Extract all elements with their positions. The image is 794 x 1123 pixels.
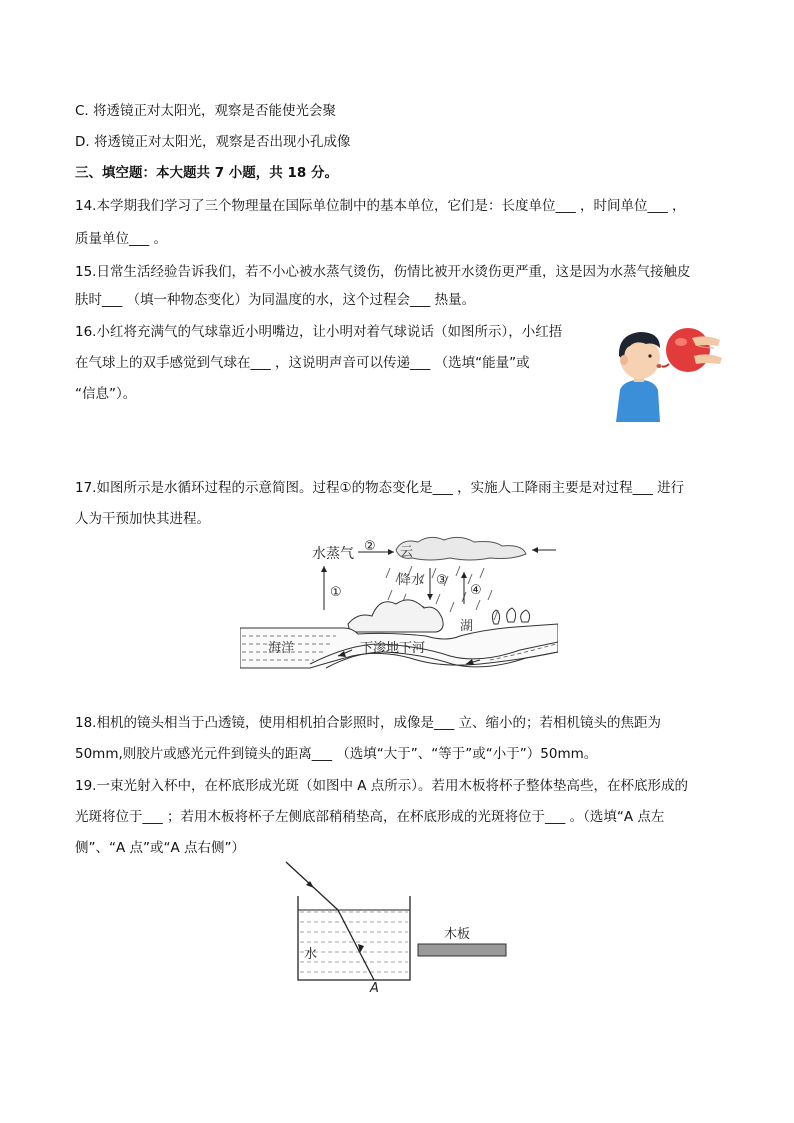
lake-label: 湖: [460, 619, 474, 634]
option-d: D. 将透镜正对太阳光，观察是否出现小孔成像: [75, 134, 351, 150]
process-4-label: ④: [470, 583, 482, 598]
option-c: C. 将透镜正对太阳光，观察是否能使光会聚: [75, 103, 337, 119]
boy-balloon-illustration: [602, 318, 727, 422]
question-15-line-2: 肤时___ （填一种物态变化）为同温度的水，这个过程会___ 热量。: [75, 292, 476, 308]
point-a-label: A: [370, 981, 379, 994]
question-16-line-2: 在气球上的双手感觉到气球在___ ，这说明声音可以传递___ （选填“能量”或: [75, 355, 530, 371]
underground-river-label: 下渗地下河: [360, 641, 426, 656]
question-15-line-1: 15.日常生活经验告诉我们，若不小心被水蒸气烫伤，伤情比被开水烫伤更严重，这是因为水蒸气接触皮: [75, 264, 691, 280]
question-18-line-1: 18.相机的镜头相当于凸透镜，使用相机拍合影照时，成像是___ 立、缩小的；若相机镜头的焦距为: [75, 715, 662, 731]
vapor-label: 水蒸气: [312, 546, 354, 562]
question-16-line-1: 16.小红将充满气的气球靠近小明嘴边，让小明对着气球说话（如图所示），小红捂: [75, 324, 563, 340]
question-19-line-3: 侧”、“A 点”或“A 点右侧”）: [75, 840, 246, 856]
question-17-line-2: 人为干预加快其进程。: [75, 511, 210, 527]
section-heading: 三、填空题：本大题共 7 小题，共 18 分。: [75, 165, 338, 181]
water-cycle-diagram: [240, 532, 558, 672]
question-18-line-2: 50mm,则胶片或感光元件到镜头的距离___ （选填“大于”、“等于”或“小于”）50mm。: [75, 746, 598, 762]
question-14-line-1: 14.本学期我们学习了三个物理量在国际单位制中的基本单位，它们是：长度单位___ ，时间单位___ ，: [75, 198, 686, 214]
question-17-line-1: 17.如图所示是水循环过程的示意简图。过程①的物态变化是___ ，实施人工降雨主要是对过程___ 进行: [75, 480, 685, 496]
rain-label: 降水: [398, 573, 425, 588]
ocean-label: 海洋: [268, 641, 295, 656]
question-19-line-2: 光斑将位于___ ；若用木板将杯子左侧底部稍稍垫高，在杯底形成的光斑将位于___ 。（选填“A 点左: [75, 809, 665, 825]
board-label: 木板: [444, 927, 471, 942]
question-16-line-3: “信息”）。: [75, 386, 137, 402]
process-2-label: ②: [364, 539, 376, 554]
cup-light-diagram: [280, 858, 510, 994]
process-1-label: ①: [330, 585, 342, 600]
question-14-line-2: 质量单位___ 。: [75, 231, 168, 247]
cloud-label: 云: [400, 545, 414, 560]
process-3-label: ③: [436, 573, 448, 588]
question-19-line-1: 19.一束光射入杯中，在杯底形成光斑（如图中 A 点所示）。若用木板将杯子整体垫高些，在杯底形成的: [75, 778, 689, 794]
water-label: 水: [304, 947, 318, 962]
